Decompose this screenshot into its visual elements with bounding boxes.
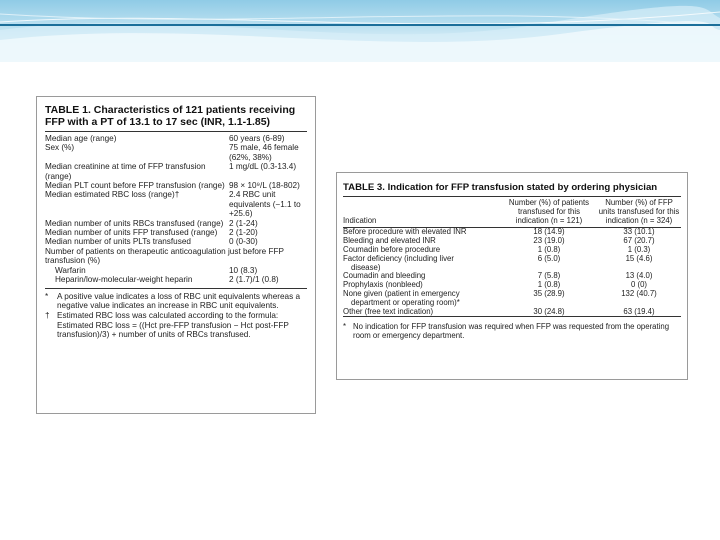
table3-cell-indication: department or operating room)* [351,297,460,307]
table3-cell-units: 1 (0.3) [627,244,651,254]
table3-cell-patients: 1 (0.8) [537,244,561,254]
table1-row-value: 10 (8.3) [229,265,258,275]
table1-body [45,134,307,285]
table3-bottom-rule [343,317,681,320]
table1-row-label: Median number of units PLTs transfused [45,237,191,247]
table3-cell-indication: None given (patient in emergency [343,288,460,298]
table1-row [45,143,307,162]
table1-footnotes [45,288,307,340]
table3-cell-units: 15 (4.6) [625,253,653,263]
table1-row-value: 2.4 RBC unit equivalents (−1.1 to +25.6) [229,190,301,219]
table1-row-label: Heparin/low-molecular-weight heparin [55,275,193,285]
table1-row [45,162,307,181]
table1-row [45,266,307,275]
table3-cell-indication: Coumadin before procedure [343,244,441,254]
table3-cell-indication: Bleeding and elevated INR [343,236,436,246]
table1-row-value: 0 (0-30) [229,237,258,247]
header-rule [0,24,720,26]
table3-cell-units: 33 (10.1) [623,227,655,237]
table3-cell-indication: Before procedure with elevated INR [343,227,467,237]
table1-row-label: Number of patients on therapeutic anticoagulation just before FFP transfusion (%) [45,246,284,266]
table3-header-row [343,199,681,228]
header-patients: Number (%) of patients transfused for this indication (n = 121) [508,198,590,225]
table1-row-label: Median number of units RBCs transfused (range) [45,218,224,228]
table3-row [343,255,681,264]
table3-cell-indication: disease) [351,262,381,272]
table1-row-value: 2 (1-20) [229,228,258,238]
table1-row [45,190,307,218]
table3-cell-patients: 35 (28.9) [533,288,565,298]
table1-row [45,134,307,143]
table1-row-label: Median creatinine at time of FFP transfusion (range) [45,162,206,181]
table3-cell-indication: Coumadin and bleeding [343,271,426,281]
wave-decoration [0,0,720,62]
table3-cell-units: 132 (40.7) [621,288,657,298]
table1-row-value: 60 years (6-89) [229,134,285,143]
table3-cell-units: 63 (19.4) [623,306,655,316]
table1-row-value: 98 × 10⁹/L (18-802) [229,181,300,191]
table3-cell-indication: Prophylaxis (nonbleed) [343,280,423,290]
footnote-text: No indication for FFP transfusion was required when FFP was requested from the operating room or emergency department. [353,322,670,341]
table3-row [343,308,681,317]
table1-row [45,247,307,266]
header-decoration [0,0,720,62]
footnote-text: Estimated RBC loss was calculated according to the formula: Estimated RBC loss = ((Hct pre-FFP transfusion − Hct post-FFP transfusion)/3) + number of units of RBCs transfused. [57,311,289,340]
table3-cell-indication: Factor deficiency (including liver [343,253,454,263]
table3-cell-patients: 1 (0.8) [537,280,561,290]
table1-row [45,181,307,190]
table1-row-label: Sex (%) [45,143,75,153]
table3-panel [336,172,688,380]
table3-cell-units: 0 (0) [630,280,648,290]
table1-row-value: 75 male, 46 female (62%, 38%) [229,143,299,162]
table1-row-label: Median PLT count before FFP transfusion (range) [45,181,225,191]
table3-cell-patients: 18 (14.9) [533,227,565,237]
footnote-symbol: † [45,311,50,321]
table1-row-value: 2 (1.7)/1 (0.8) [229,275,279,285]
header-units: Number (%) of FFP units transfused for this indication (n = 324) [598,198,680,225]
table3-cell-indication: Other (free text indication) [343,306,434,316]
table3-cell-patients: 23 (19.0) [533,236,565,246]
table3-title: TABLE 3. Indication for FFP transfusion stated by ordering physician [343,182,681,197]
table1-row-label: Warfarin [55,265,86,275]
table3-cell-units: 13 (4.0) [625,271,653,281]
table1-footnote [45,311,307,339]
table1-row [45,228,307,237]
table1-title: TABLE 1. Characteristics of 121 patients receiving FFP with a PT of 13.1 to 17 sec (INR, 1.1-1.85) [45,104,307,132]
footnote-text: A positive value indicates a loss of RBC unit equivalents whereas a negative value indicates an increase in RBC unit equivalents. [57,291,301,310]
table3-footnote [343,322,681,340]
table1-row [45,275,307,284]
table3-grid [343,199,681,319]
header-indication: Indication [343,215,377,225]
table3-cell-patients: 30 (24.8) [533,306,565,316]
table1-row-value: 1 mg/dL (0.3-13.4) [229,162,297,172]
table1-panel [36,96,316,414]
table3-cell-units: 67 (20.7) [623,236,655,246]
table1-footnote [45,292,307,311]
table1-row-value: 2 (1-24) [229,218,258,228]
table3-cell-patients: 7 (5.8) [537,271,561,281]
table1-row-label: Median estimated RBC loss (range)† [45,190,180,200]
table3-body [343,228,681,317]
footnote-symbol: * [343,322,347,332]
table1-row-label: Median age (range) [45,134,117,143]
table1-row [45,219,307,228]
table1-row [45,237,307,246]
footnote-symbol: * [45,291,49,301]
table1-row-label: Median number of units FFP transfused (range) [45,228,218,238]
table3-cell-patients: 6 (5.0) [537,253,561,263]
